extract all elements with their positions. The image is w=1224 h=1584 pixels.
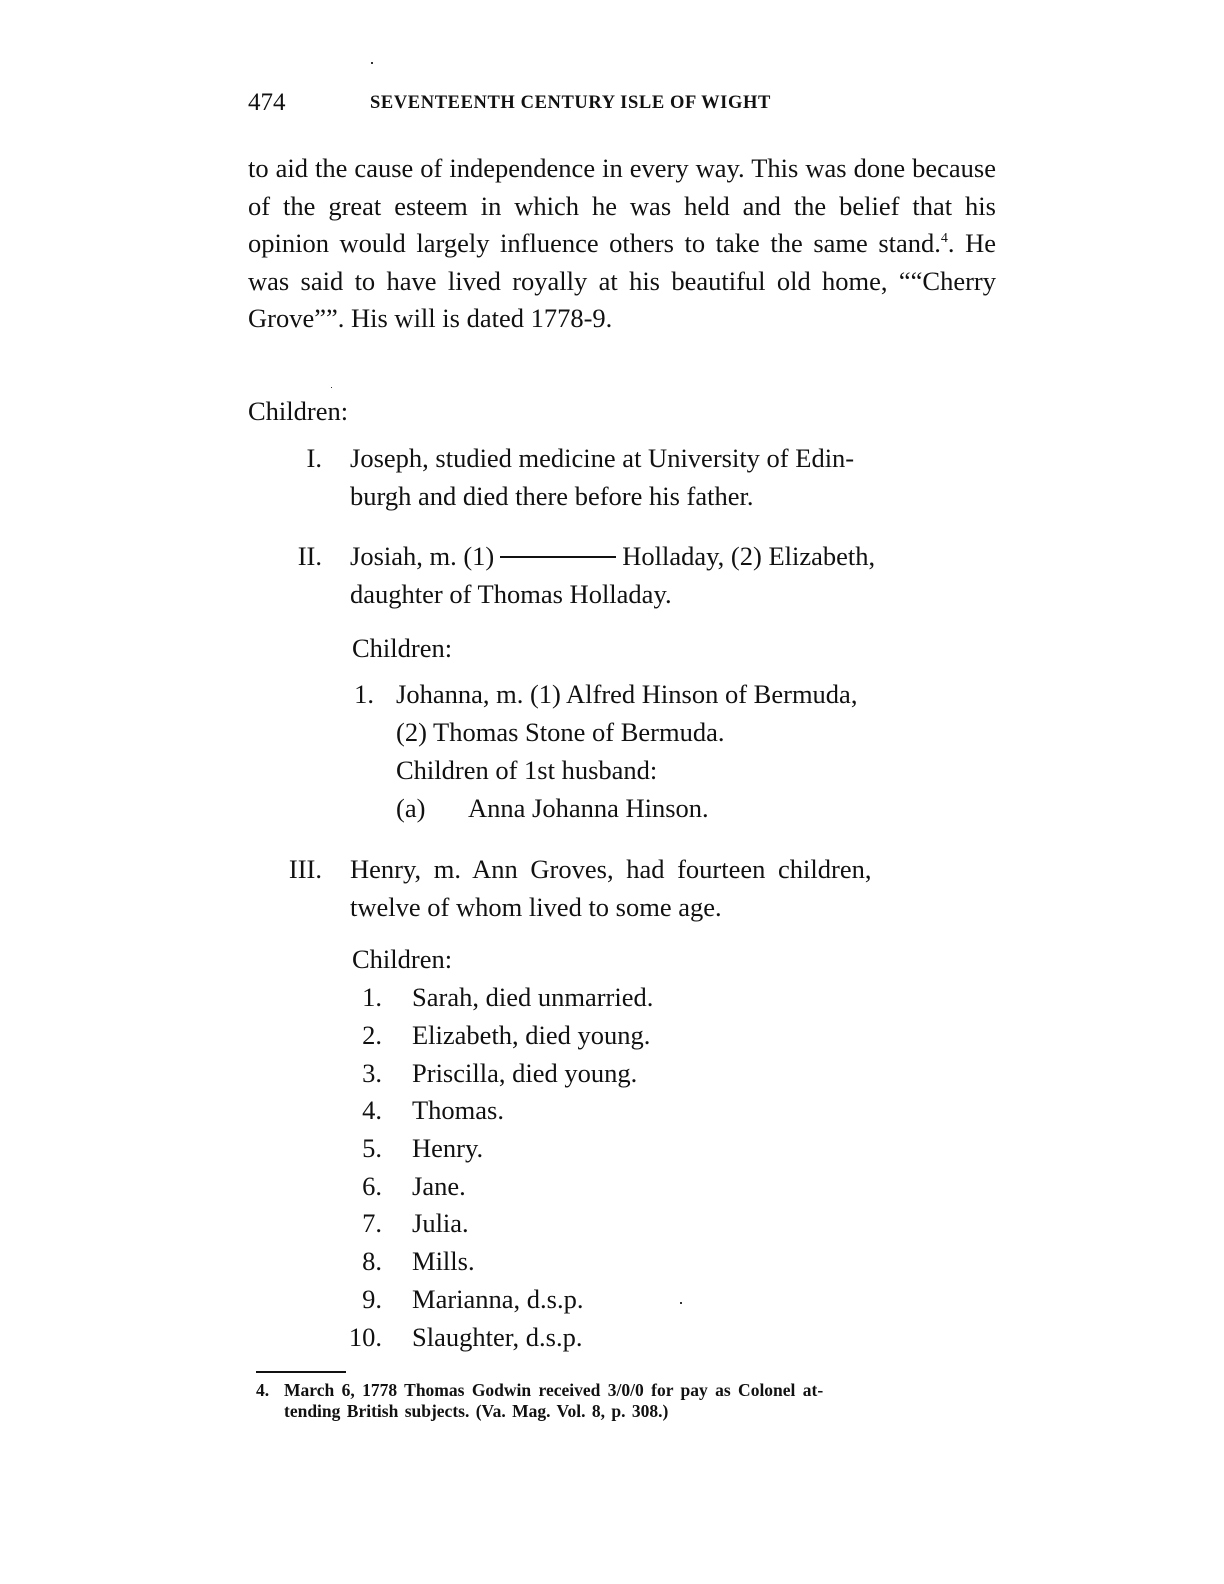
entry-line: daughter of Thomas Holladay.: [350, 578, 672, 609]
list-number: 7.: [362, 1208, 382, 1238]
sub-child-marker: (a): [396, 793, 426, 823]
children-heading: Children:: [352, 944, 453, 974]
footnote-number: 4.: [256, 1380, 270, 1400]
paragraph-text: to aid the cause of independence in every way. This was done because of the great esteem in which he was held and the belief that his opinion would largely influence others to take the same stand.: [248, 153, 996, 259]
entry-numeral: III.: [288, 854, 322, 884]
entry-line: Joseph, studied medicine at University of Edin-: [350, 443, 855, 473]
children-heading: Children:: [248, 396, 349, 426]
list-item: Thomas.: [412, 1095, 504, 1125]
list-item: Elizabeth, died young.: [412, 1020, 651, 1050]
sub-child-name: Anna Johanna Hinson.: [468, 793, 709, 823]
list-number: 3.: [362, 1058, 382, 1088]
body-paragraph: [248, 150, 996, 338]
list-item: Mills.: [412, 1246, 475, 1276]
entry-line: [350, 538, 998, 576]
entry-text-part: Holladay, (2) Elizabeth,: [622, 541, 876, 571]
book-page: [248, 0, 998, 1584]
footnote-reference[interactable]: 4: [940, 231, 948, 247]
child-entry-joseph: [248, 440, 998, 516]
list-number: 2.: [362, 1020, 382, 1050]
entry-numeral: 1.: [354, 679, 374, 709]
list-number: 5.: [362, 1133, 382, 1163]
list-item: Julia.: [412, 1208, 469, 1238]
list-number: 10.: [348, 1322, 382, 1352]
grandchild-entry-johanna: [248, 676, 998, 826]
children-heading: Children:: [352, 633, 453, 663]
list-number: 6.: [362, 1171, 382, 1201]
page-number: 474: [248, 89, 286, 116]
list-number: 1.: [362, 982, 382, 1012]
footnote-line: March 6, 1778 Thomas Godwin received 3/0/0 for pay as Colonel at-: [284, 1380, 824, 1400]
unknown-name-blank: [500, 556, 616, 558]
entry-numeral: I.: [306, 443, 322, 473]
child-entry-henry: [248, 851, 998, 927]
paragraph-text-continued: . He was said to have lived royally at his beautiful old home, ““Cherry Grove””. His will is dated 1778-9.: [248, 228, 996, 334]
entry-line: Johanna, m. (1) Alfred Hinson of Bermuda,: [396, 679, 858, 709]
list-item: Jane.: [412, 1171, 466, 1201]
entry-line: twelve of whom lived to some age.: [350, 891, 722, 922]
entry-text-part: Josiah, m. (1): [350, 541, 495, 571]
list-item: Slaughter, d.s.p.: [412, 1322, 583, 1352]
list-number: 9.: [362, 1284, 382, 1314]
list-item: Sarah, died unmarried.: [412, 982, 654, 1012]
page-header: [248, 88, 998, 118]
entry-line: Henry, m. Ann Groves, had fourteen children,: [350, 854, 872, 884]
sub-children-heading: Children of 1st husband:: [396, 755, 658, 785]
entry-line: burgh and died there before his father.: [350, 480, 754, 511]
list-number: 4.: [362, 1095, 382, 1125]
list-number: 8.: [362, 1246, 382, 1276]
child-entry-josiah: [248, 538, 998, 614]
list-item: Priscilla, died young.: [412, 1058, 638, 1088]
list-item: Marianna, d.s.p.: [412, 1284, 584, 1314]
running-head: SEVENTEENTH CENTURY ISLE OF WIGHT: [370, 93, 771, 113]
entry-numeral: II.: [297, 541, 322, 571]
footnote-line: tending British subjects. (Va. Mag. Vol. 8, p. 308.): [284, 1401, 669, 1421]
entry-line: (2) Thomas Stone of Bermuda.: [396, 717, 725, 747]
footnote-divider: [256, 1371, 346, 1373]
list-item: Henry.: [412, 1133, 484, 1163]
